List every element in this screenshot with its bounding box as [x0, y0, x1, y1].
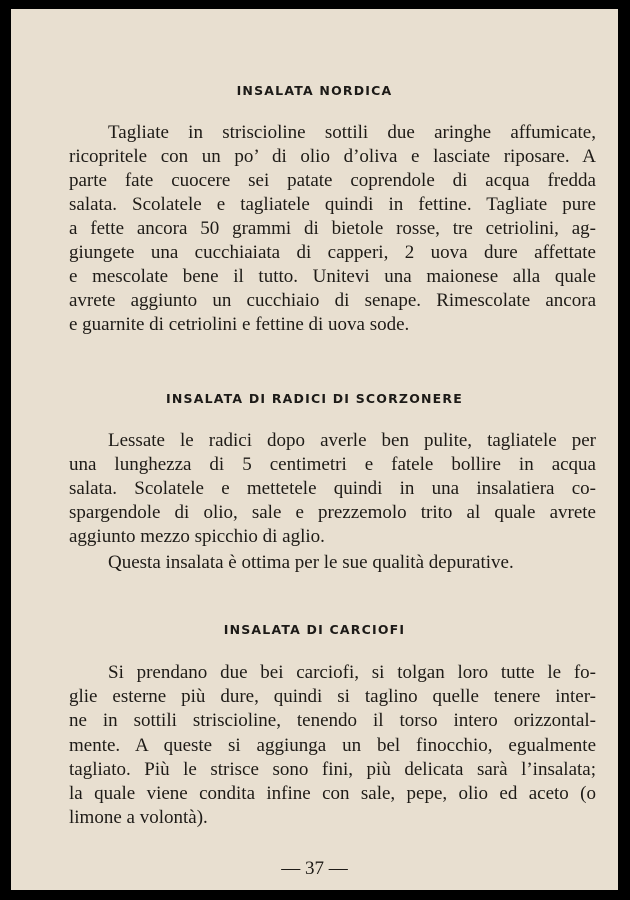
section-title-insalata-carciofi: INSALATA DI CARCIOFI — [223, 622, 406, 637]
text-line: salata. Scolatele e tagliatele quindi in fettine. Tagliate pure — [69, 194, 596, 215]
text-line: mente. A queste si aggiunga un bel finocchio, egualmente — [69, 735, 596, 756]
page-number: — 37 — — [281, 858, 348, 879]
text-line: giungete una cucchiaiata di capperi, 2 uova dure affettate — [69, 242, 596, 263]
text-line: Tagliate in striscioline sottili due aringhe affumicate, — [108, 122, 596, 143]
text-line: e mescolate bene il tutto. Unitevi una maionese alla quale — [69, 266, 596, 287]
text-line: parte fate cuocere sei patate coprendole di acqua fredda — [69, 170, 596, 191]
book-page — [11, 9, 618, 890]
text-line: a fette ancora 50 grammi di bietole rosse, tre cetriolini, ag- — [69, 218, 596, 239]
section-title-insalata-scorzonere: INSALATA DI RADICI DI SCORZONERE — [166, 391, 463, 406]
text-line: Questa insalata è ottima per le sue qualità depurative. — [108, 552, 514, 573]
text-line: avrete aggiunto un cucchiaio di senape. Rimescolate ancora — [69, 290, 596, 311]
text-line: aggiunto mezzo spicchio di aglio. — [69, 526, 325, 547]
text-line: spargendole di olio, sale e prezzemolo trito al quale avrete — [69, 502, 596, 523]
text-line: Si prendano due bei carciofi, si tolgan loro tutte le fo- — [108, 662, 596, 683]
section-title-insalata-nordica: INSALATA NORDICA — [236, 83, 393, 98]
text-line: glie esterne più dure, quindi si taglino quelle tenere inter- — [69, 686, 596, 707]
text-line: tagliato. Più le strisce sono fini, più delicata sarà l’insalata; — [69, 759, 596, 780]
text-line: ricopritele con un po’ di olio d’oliva e lasciate riposare. A — [69, 146, 596, 167]
text-line: una lunghezza di 5 centimetri e fatele bollire in acqua — [69, 454, 596, 475]
text-line: la quale viene condita infine con sale, pepe, olio ed aceto (o — [69, 783, 596, 804]
text-line: salata. Scolatele e mettetele quindi in una insalatiera co- — [69, 478, 596, 499]
text-line: ne in sottili striscioline, tenendo il torso intero orizzontal- — [69, 710, 596, 731]
text-line: limone a volontà). — [69, 807, 208, 828]
text-line: Lessate le radici dopo averle ben pulite, tagliatele per — [108, 430, 596, 451]
text-line: e guarnite di cetriolini e fettine di uova sode. — [69, 314, 410, 335]
